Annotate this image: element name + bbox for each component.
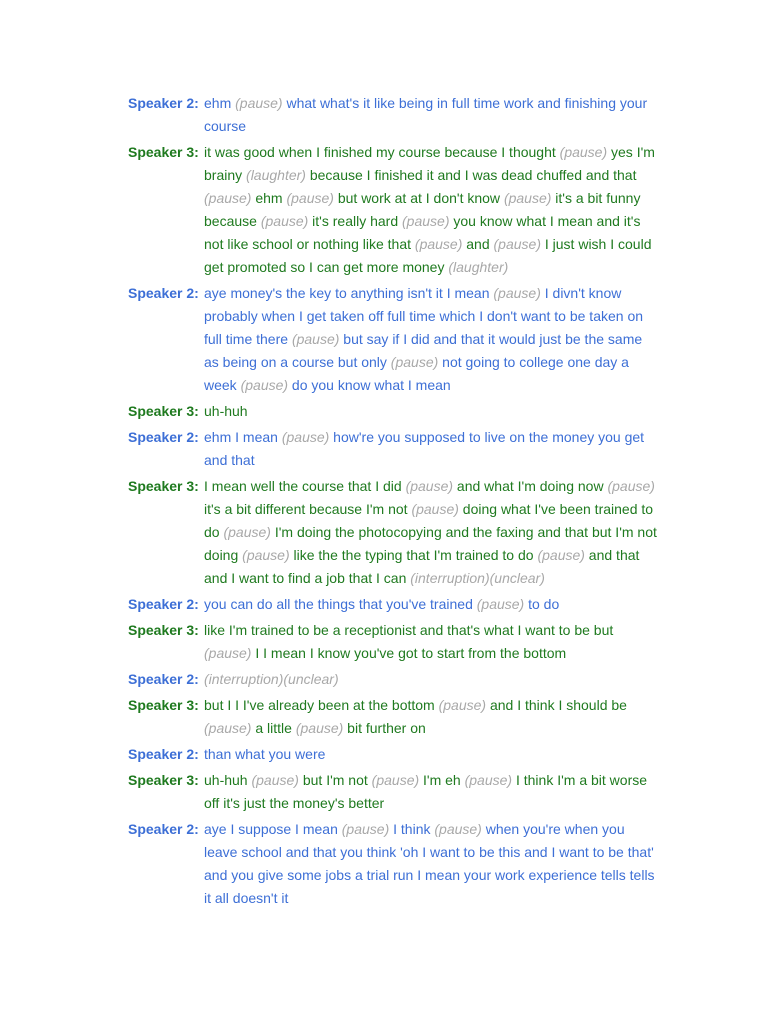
speaker-label: Speaker 3: [128, 622, 199, 638]
transcription-note: (interruption)(unclear) [410, 570, 545, 586]
utterance [204, 141, 658, 279]
transcript-turn [128, 668, 658, 691]
utterance [204, 818, 658, 910]
transcription-note: (laughter) [448, 259, 509, 275]
utterance-text: like I'm trained to be a receptionist and that's what I want to be but [204, 622, 614, 638]
transcript-turn [128, 619, 658, 665]
transcription-note: (pause) [235, 95, 283, 111]
utterance [204, 475, 658, 590]
transcription-note: (pause) [295, 720, 344, 736]
transcription-note: (pause) [414, 236, 463, 252]
utterance-text: I I mean I know you've got to start from the bottom [251, 645, 567, 661]
utterance-text: yes I'm brainy [204, 144, 655, 183]
utterance-text: uh-huh [204, 403, 248, 419]
transcription-note: (pause) [223, 524, 271, 540]
utterance-text: I mean well the course that I did [204, 478, 406, 494]
transcription-note: (pause) [503, 190, 552, 206]
speaker-label: Speaker 2: [128, 671, 199, 687]
transcription-note: (laughter) [246, 167, 306, 183]
transcript-turn [128, 593, 658, 616]
utterance [204, 694, 658, 740]
utterance-text: ehm [204, 95, 236, 111]
utterance [204, 400, 658, 423]
utterance-text: and [462, 236, 494, 252]
utterance-text: like the the typing that I'm trained to do [289, 547, 538, 563]
utterance-text: to do [524, 596, 560, 612]
speaker-label: Speaker 3: [128, 144, 199, 160]
utterance-text: bit further on [343, 720, 426, 736]
utterance [204, 282, 658, 397]
utterance [204, 92, 658, 138]
utterance-text: and that and I want to find a job that I can [204, 547, 640, 586]
speaker-label: Speaker 2: [128, 821, 199, 837]
transcript-turn [128, 92, 658, 138]
speaker-label: Speaker 2: [128, 285, 199, 301]
transcription-note: (pause) [607, 478, 655, 494]
utterance [204, 743, 658, 766]
transcription-note: (pause) [371, 772, 420, 788]
utterance-text: it's really hard [308, 213, 403, 229]
speaker-label: Speaker 3: [128, 403, 199, 419]
utterance-text: what what's it like being in full time work and finishing your course [204, 95, 648, 134]
transcription-note: (pause) [260, 213, 309, 229]
transcript-turn [128, 743, 658, 766]
speaker-label: Speaker 2: [128, 746, 199, 762]
utterance-text: it was good when I finished my course because I thought [204, 144, 560, 160]
utterance [204, 668, 658, 691]
transcript-turn [128, 769, 658, 815]
transcription-note: (pause) [559, 144, 608, 160]
utterance-text: and what I'm doing now [453, 478, 608, 494]
utterance-text: uh-huh [204, 772, 252, 788]
speaker-label: Speaker 2: [128, 429, 199, 445]
utterance-text: but say if I did and that it would just be the same as being on a course but only [204, 331, 643, 370]
utterance-text: but I I I've already been at the bottom [204, 697, 439, 713]
utterance-text: a little [251, 720, 296, 736]
utterance-text: you know what I mean and it's not like school or nothing like that [204, 213, 641, 252]
utterance-text: I'm doing the photocopying and the faxing and that but I'm not doing [204, 524, 657, 563]
utterance [204, 593, 658, 616]
utterance-text: you can do all the things that you've trained [204, 596, 477, 612]
transcript-turn [128, 282, 658, 397]
transcription-note: (pause) [405, 478, 454, 494]
transcript-turn [128, 426, 658, 472]
transcription-note: (pause) [281, 429, 330, 445]
transcription-note: (pause) [476, 596, 525, 612]
transcription-note: (interruption)(unclear) [204, 671, 339, 687]
transcription-note: (pause) [390, 354, 439, 370]
transcription-note: (pause) [204, 720, 252, 736]
utterance-text: how're you supposed to live on the money you get and that [204, 429, 645, 468]
speaker-label: Speaker 3: [128, 772, 199, 788]
utterance-text: than what you were [204, 746, 326, 762]
utterance-text: but I'm not [298, 772, 372, 788]
transcription-note: (pause) [411, 501, 459, 517]
utterance-text: but work at at I don't know [333, 190, 504, 206]
transcription-note: (pause) [493, 236, 541, 252]
utterance-text: do you know what I mean [288, 377, 451, 393]
speaker-label: Speaker 2: [128, 95, 199, 111]
transcription-note: (pause) [286, 190, 334, 206]
transcription-note: (pause) [493, 285, 541, 301]
speaker-label: Speaker 2: [128, 596, 199, 612]
transcription-note: (pause) [204, 645, 252, 661]
utterance-text: I think [389, 821, 435, 837]
utterance-text: I'm eh [419, 772, 465, 788]
utterance-text: when you're when you leave school and that you think 'oh I want to be this and I want to be that' and you give some jobs a trial run I mean your work experience tells tells it all doesn't it [204, 821, 655, 906]
transcript-turn [128, 475, 658, 590]
utterance-text: it's a bit different because I'm not [204, 501, 412, 517]
utterance [204, 619, 658, 665]
utterance-text: doing what I've been trained to do [204, 501, 654, 540]
transcription-note: (pause) [291, 331, 340, 347]
utterance-text: I just wish I could get promoted so I can get more money [204, 236, 652, 275]
transcription-note: (pause) [402, 213, 450, 229]
utterance [204, 769, 658, 815]
utterance [204, 426, 658, 472]
transcription-note: (pause) [240, 377, 289, 393]
utterance-text: I divn't know probably when I get taken off full time which I don't want to be taken on full time there [204, 285, 644, 347]
utterance-text: not going to college one day a week [204, 354, 629, 393]
utterance-text: and I think I should be [486, 697, 627, 713]
transcription-note: (pause) [251, 772, 299, 788]
transcription-note: (pause) [434, 821, 482, 837]
transcript-turn [128, 818, 658, 910]
transcription-note: (pause) [464, 772, 513, 788]
transcript-turn [128, 400, 658, 423]
utterance-text: aye I suppose I mean [204, 821, 342, 837]
utterance-text: aye money's the key to anything isn't it I mean [204, 285, 494, 301]
utterance-text: because I finished it and I was dead chuffed and that [305, 167, 637, 183]
utterance-text: it's a bit funny because [204, 190, 641, 229]
transcript [128, 92, 658, 913]
speaker-label: Speaker 3: [128, 697, 199, 713]
utterance-text: ehm I mean [204, 429, 282, 445]
transcription-note: (pause) [438, 697, 487, 713]
transcription-note: (pause) [341, 821, 390, 837]
transcription-note: (pause) [242, 547, 290, 563]
speaker-label: Speaker 3: [128, 478, 199, 494]
transcript-turn [128, 694, 658, 740]
transcription-note: (pause) [537, 547, 585, 563]
transcript-turn [128, 141, 658, 279]
utterance-text: ehm [251, 190, 287, 206]
transcription-note: (pause) [204, 190, 252, 206]
utterance-text: I think I'm a bit worse off it's just the money's better [204, 772, 648, 811]
